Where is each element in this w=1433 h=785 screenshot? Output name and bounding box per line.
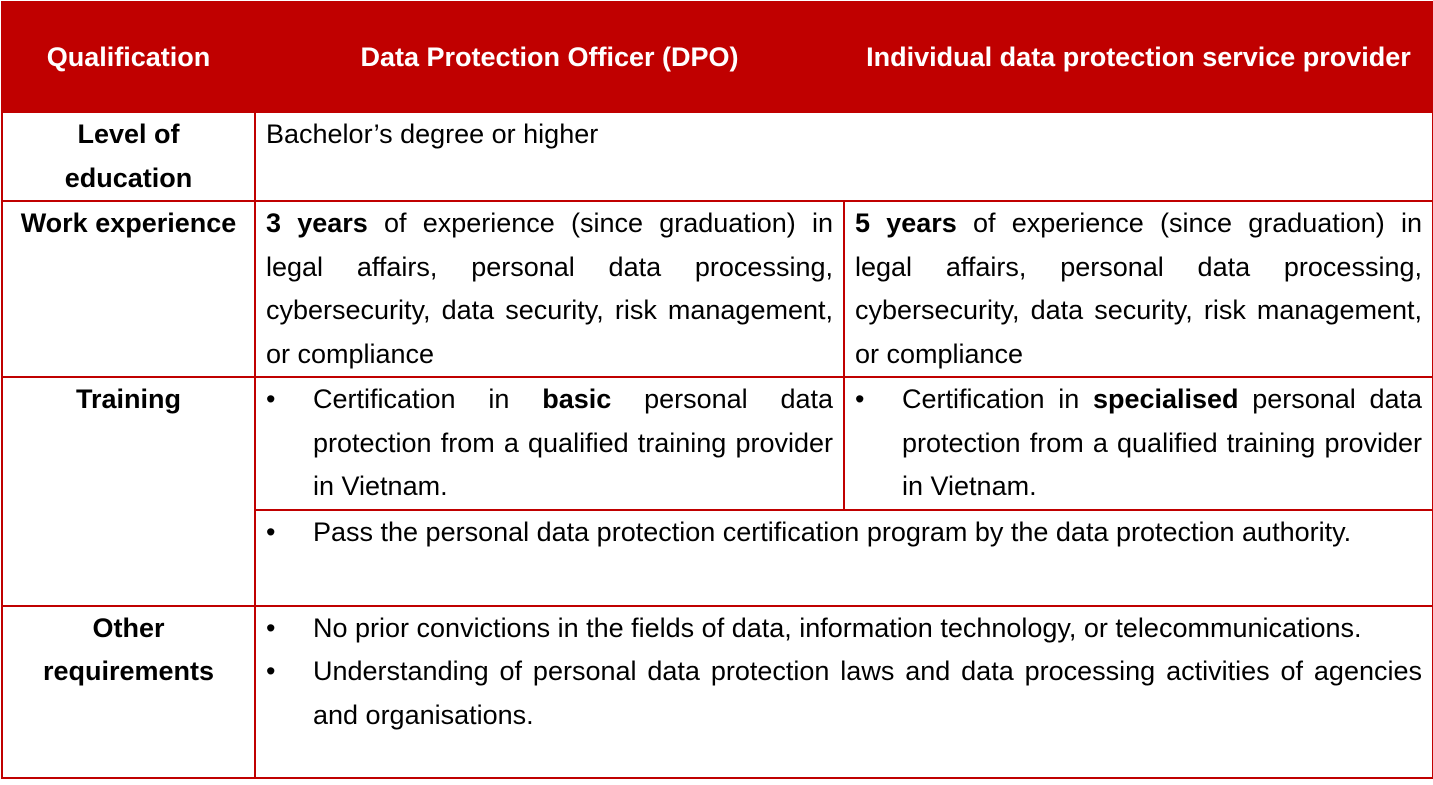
work-experience-dpo bbox=[255, 201, 844, 377]
qualification-table-container bbox=[0, 1, 1433, 771]
qualification-table bbox=[1, 1, 1433, 779]
row-label-other-requirements: Other requirements bbox=[2, 606, 255, 778]
header-dpo: Data Protection Officer (DPO) bbox=[255, 2, 844, 112]
list-item: • No prior convictions in the fields of data, information technology, or telecommunications. bbox=[266, 607, 1422, 651]
table-header-row bbox=[2, 2, 1433, 112]
table-row-education bbox=[2, 112, 1433, 201]
training-provider-post: personal data protection from a qualified training provider in Vietnam. bbox=[902, 384, 1423, 501]
provider-work-text: of experience (since graduation) in legal affairs, personal data processing, cybersecurity, data security, risk management, or compliance bbox=[855, 208, 1423, 369]
training-shared bbox=[255, 510, 1433, 606]
education-value: Bachelor’s degree or higher bbox=[255, 112, 1433, 201]
training-provider-level: specialised bbox=[1092, 384, 1239, 414]
row-label-education: Level of education bbox=[2, 112, 255, 201]
training-provider bbox=[844, 377, 1433, 510]
training-dpo bbox=[255, 377, 844, 510]
header-qualification: Qualification bbox=[2, 2, 255, 112]
row-label-training: Training bbox=[2, 377, 255, 606]
work-experience-provider bbox=[844, 201, 1433, 377]
dpo-years: 3 years bbox=[266, 208, 368, 238]
list-item: • Understanding of personal data protection laws and data processing activities of agencies and organisations. bbox=[266, 650, 1422, 737]
table-row-work-experience bbox=[2, 201, 1433, 377]
table-row-other-requirements bbox=[2, 606, 1433, 778]
header-provider: Individual data protection service provider bbox=[844, 2, 1433, 112]
other-requirements-list bbox=[255, 606, 1433, 778]
training-dpo-post: personal data protection from a qualified training provider in Vietnam. bbox=[313, 384, 833, 501]
training-provider-pre: Certification in bbox=[902, 384, 1093, 414]
provider-years: 5 years bbox=[855, 208, 957, 238]
list-item: • Pass the personal data protection certification program by the data protection authority. bbox=[266, 511, 1422, 555]
list-item bbox=[855, 378, 1422, 509]
training-dpo-pre: Certification in bbox=[313, 384, 543, 414]
row-label-work-experience: Work experience bbox=[2, 201, 255, 377]
list-item bbox=[266, 378, 833, 509]
dpo-work-text: of experience (since graduation) in legal affairs, personal data processing, cybersecurity, data security, risk management, or compliance bbox=[266, 208, 834, 369]
training-dpo-level: basic bbox=[542, 384, 612, 414]
table-row-training bbox=[2, 377, 1433, 510]
